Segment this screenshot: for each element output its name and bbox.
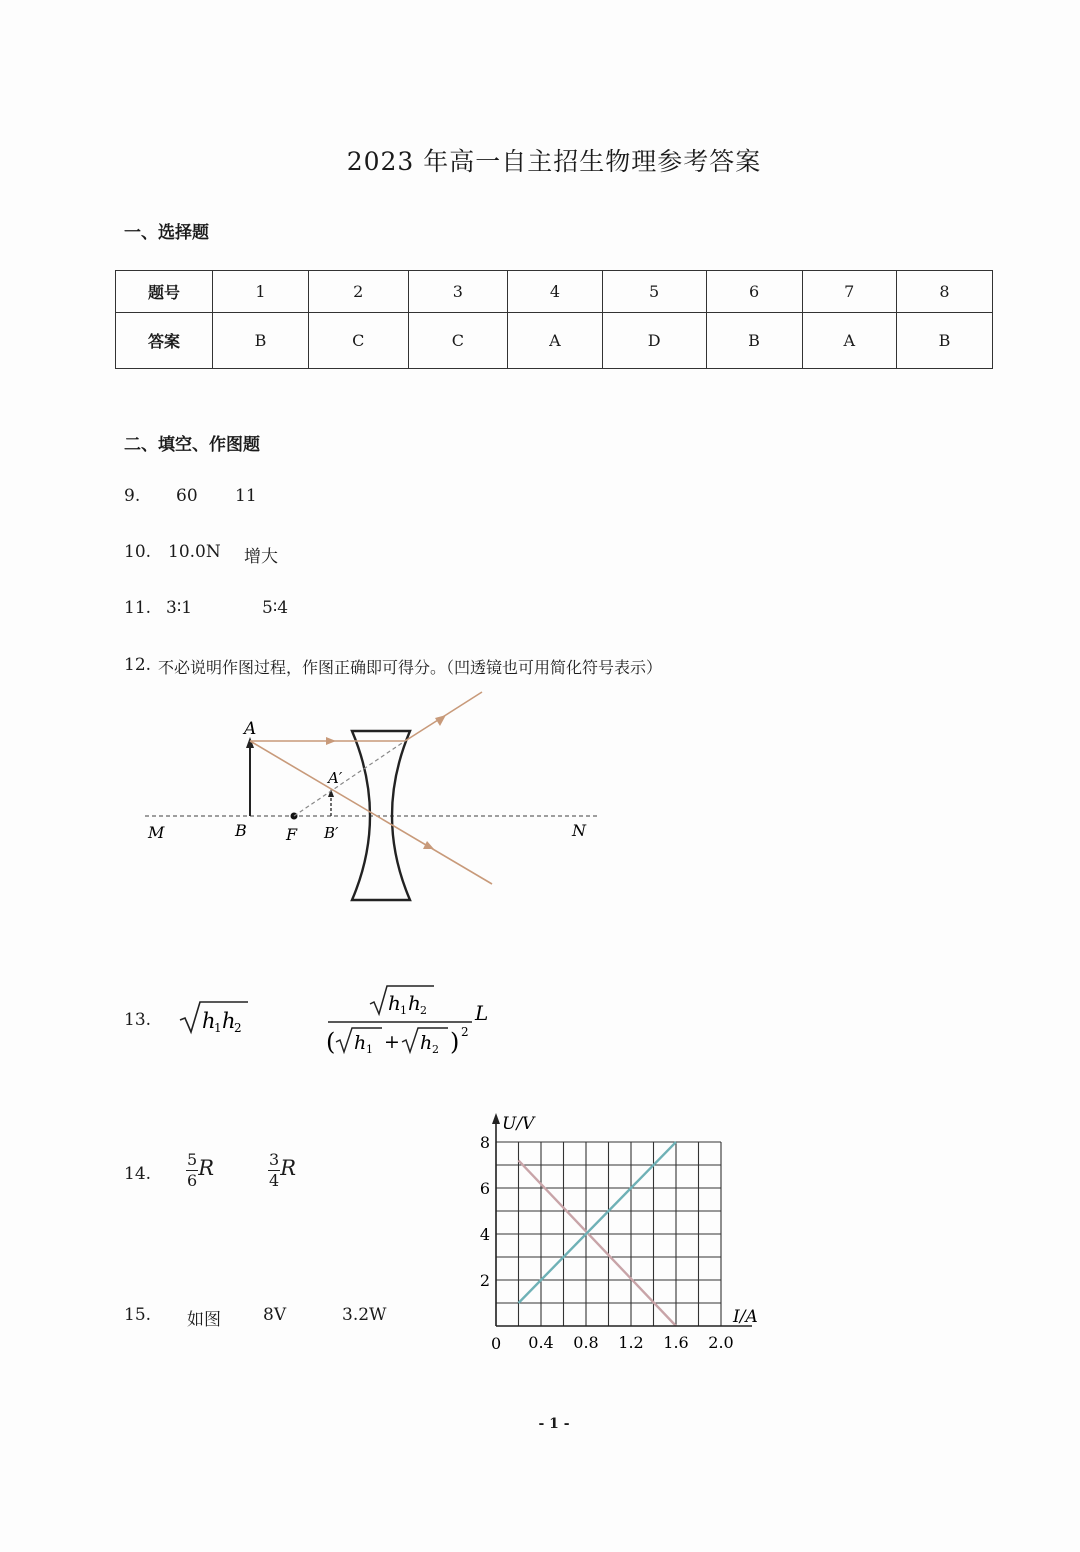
svg-text:h: h	[354, 1032, 367, 1054]
table-cell-number: 8	[896, 271, 992, 313]
q15-number: 15.	[124, 1305, 152, 1325]
ray-arrow-icon	[326, 737, 336, 745]
label-B-prime: B′	[324, 824, 339, 842]
table-row-numbers	[116, 271, 993, 313]
x-tick-label: 0.8	[573, 1333, 599, 1352]
q10-answer-1: 10.0N	[168, 542, 221, 562]
section-fill-heading: 二、填空、作图题	[124, 435, 260, 455]
table-answer-label: 答案	[116, 313, 213, 369]
svg-text:h: h	[408, 991, 421, 1015]
central-ray	[250, 741, 492, 884]
virtual-extension	[294, 741, 405, 816]
q14-a2-symbol: R	[280, 1156, 296, 1180]
label-A: A	[244, 719, 257, 739]
table-cell-answer: A	[508, 313, 602, 369]
q14-a2-denominator: 4	[269, 1171, 280, 1190]
svg-text:1: 1	[400, 1004, 407, 1017]
table-cell-number: 6	[706, 271, 802, 313]
q14-a1-numerator: 5	[187, 1150, 198, 1169]
q13-number: 13.	[124, 1010, 152, 1030]
table-cell-answer: C	[408, 313, 508, 369]
label-A-prime: A′	[328, 769, 343, 787]
q15-answer-1: 如图	[187, 1310, 221, 1330]
table-cell-number: 4	[508, 271, 602, 313]
q14-a1-denominator: 6	[187, 1171, 198, 1190]
q10-answer-2: 增大	[244, 547, 278, 567]
x-tick-label: 0.4	[528, 1333, 554, 1352]
ui-chart	[470, 1108, 770, 1358]
svg-text:(: (	[326, 1028, 336, 1056]
table-cell-number: 2	[308, 271, 408, 313]
y-tick-label: 6	[479, 1179, 490, 1198]
table-cell-answer: B	[896, 313, 992, 369]
x-tick-label: 1.6	[663, 1333, 689, 1352]
table-header-label: 题号	[116, 271, 213, 313]
svg-text:2: 2	[234, 1021, 242, 1035]
table-cell-answer: D	[602, 313, 706, 369]
svg-text:): )	[450, 1028, 460, 1056]
series-line-1	[519, 1160, 677, 1326]
q14-a2-numerator: 3	[269, 1150, 280, 1169]
y-tick-label: 8	[479, 1133, 490, 1152]
page-number: - 1 -	[538, 1416, 570, 1432]
q10-number: 10.	[124, 542, 152, 562]
label-B: B	[235, 821, 247, 840]
section-choice-heading: 一、选择题	[124, 223, 209, 243]
q15-answer-3: 3.2W	[342, 1305, 387, 1325]
page-title: 2023 年高一自主招生物理参考答案	[346, 147, 762, 176]
series-line-2	[519, 1142, 677, 1303]
table-cell-answer: C	[308, 313, 408, 369]
q13-formula-2	[322, 982, 502, 1060]
svg-text:2: 2	[432, 1043, 439, 1056]
q15-answer-2: 8V	[263, 1305, 287, 1325]
origin-label: 0	[491, 1334, 502, 1353]
label-F: F	[286, 825, 298, 844]
x-axis-label: I/A	[733, 1307, 758, 1327]
q11-number: 11.	[124, 598, 152, 618]
q14-a1-symbol: R	[198, 1156, 214, 1180]
y-axis-label: U/V	[502, 1114, 535, 1134]
q12-instruction: 不必说明作图过程，作图正确即可得分。（凹透镜也可用简化符号表示）	[158, 658, 663, 677]
svg-text:h: h	[202, 1009, 216, 1033]
q11-answer-1: 3∶1	[166, 598, 193, 618]
y-tick-label: 4	[479, 1225, 490, 1244]
chart-ticks	[480, 1133, 734, 1352]
x-tick-label: 1.2	[618, 1333, 644, 1352]
svg-text:1: 1	[214, 1021, 222, 1035]
concave-lens	[352, 731, 410, 900]
q12-number: 12.	[124, 655, 152, 675]
svg-text:2: 2	[461, 1025, 469, 1039]
q9-answer-2: 11	[235, 486, 257, 506]
x-tick-label: 2.0	[708, 1333, 734, 1352]
label-M: M	[148, 823, 165, 842]
ray-arrow-icon	[435, 715, 446, 726]
lens-ray-diagram	[140, 688, 620, 908]
answer-table	[115, 270, 993, 369]
svg-text:+: +	[384, 1031, 400, 1053]
q13-formula-1	[176, 994, 256, 1038]
y-tick-label: 2	[479, 1271, 490, 1290]
q14-answer-2	[268, 1150, 296, 1191]
svg-text:2: 2	[420, 1004, 427, 1017]
table-cell-answer: B	[706, 313, 802, 369]
svg-text:h: h	[388, 991, 401, 1015]
svg-text:h: h	[420, 1032, 433, 1054]
svg-text:L: L	[475, 1001, 489, 1025]
y-axis-arrow-icon	[492, 1113, 500, 1124]
q9-number: 9.	[124, 486, 141, 506]
table-cell-number: 1	[213, 271, 309, 313]
table-cell-number: 7	[802, 271, 896, 313]
q14-number: 14.	[124, 1164, 152, 1184]
table-row-answers	[116, 313, 993, 369]
q11-answer-2: 5∶4	[262, 598, 289, 618]
q14-answer-1	[186, 1150, 214, 1191]
table-cell-answer: A	[802, 313, 896, 369]
label-N: N	[572, 821, 586, 840]
chart-grid	[496, 1142, 721, 1326]
svg-text:1: 1	[366, 1043, 373, 1056]
table-cell-answer: B	[213, 313, 309, 369]
table-cell-number: 5	[602, 271, 706, 313]
table-cell-number: 3	[408, 271, 508, 313]
svg-text:h: h	[222, 1009, 236, 1033]
q9-answer-1: 60	[176, 486, 198, 506]
